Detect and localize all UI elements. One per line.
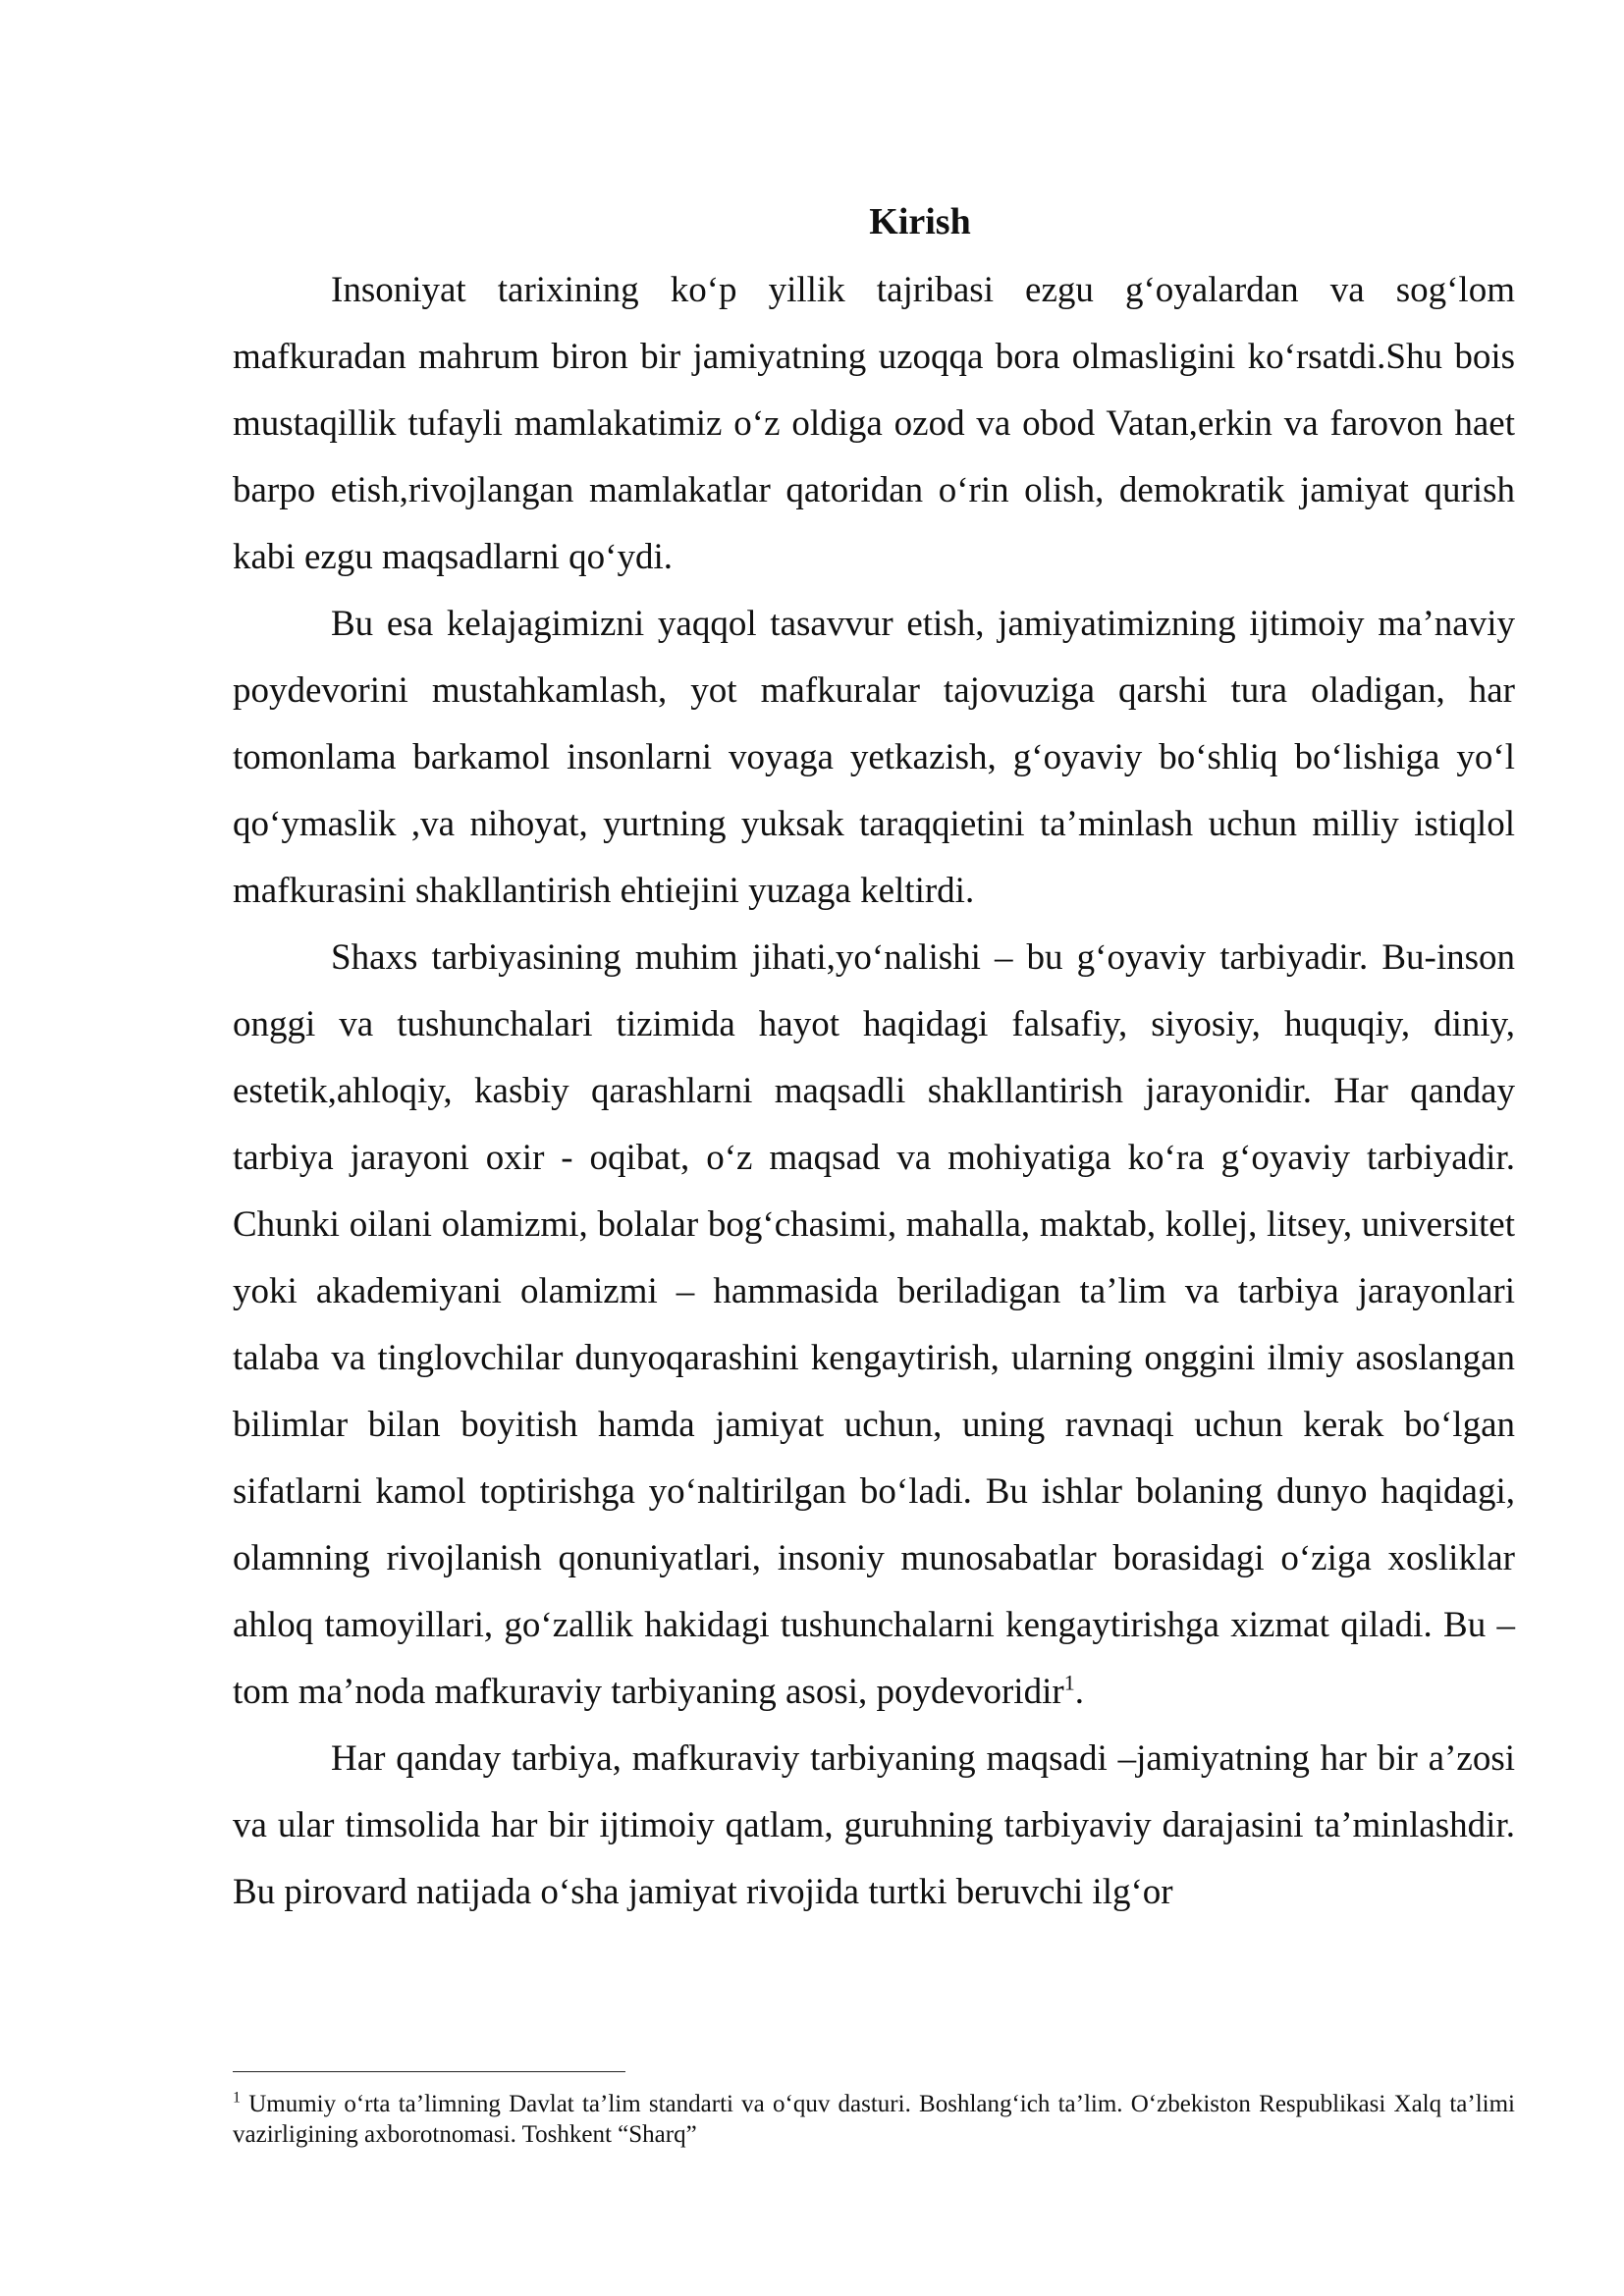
paragraph-3-end: . <box>1074 1672 1084 1712</box>
footnote-reference[interactable]: 1 <box>1063 1670 1075 1695</box>
document-body <box>233 257 1515 1926</box>
paragraph-2: Bu esa kelajagimizni yaqqol tasavvur etish, jamiyatimizning ijtimoiy ma’naviy poydevorini mustahkamlash, yot mafkuralar tajovuziga qarshi tura oladigan, har tomonlama barkamol insonlarni voyaga yetkazish, g‘oyaviy bo‘shliq bo‘lishiga yo‘l qo‘ymaslik ,va nihoyat, yurtning yuksak taraqqietini ta’minlash uchun milliy istiqlol mafkurasini shakllantirish ehtiejini yuzaga keltirdi. <box>233 604 1515 911</box>
paragraph-1: Insoniyat tarixining ko‘p yillik tajribasi ezgu g‘oyalardan va sog‘lom mafkuradan mahrum biron bir jamiyatning uzoqqa bora olmasligini ko‘rsatdi.Shu bois mustaqillik tufayli mamlakatimiz o‘z oldiga ozod va obod Vatan,erkin va farovon haet barpo etish,rivojlangan mamlakatlar qatoridan o‘rin olish, demokratik jamiyat qurish kabi ezgu maqsadlarni qo‘ydi. <box>233 270 1515 577</box>
paragraph-3 <box>233 925 1515 1726</box>
paragraph-4: Har qanday tarbiya, mafkuraviy tarbiyaning maqsadi –jamiyatning har bir a’zosi va ular timsolida har bir ijtimoiy qatlam, guruhning tarbiyaviy darajasini ta’minlashdir. Bu pirovard natijada o‘sha jamiyat rivojida turtki beruvchi ilg‘or <box>233 1738 1515 1912</box>
footnote-text: Umumiy o‘rta ta’limning Davlat ta’lim standarti va o‘quv dasturi. Boshlang‘ich ta’lim. O‘zbekiston Respublikasi Xalq ta’limi vazirligining axborotnomasi. Toshkent “Sharq” <box>233 2091 1515 2148</box>
footnote-number: 1 <box>233 2089 241 2107</box>
footnote <box>233 2089 1515 2150</box>
footnote-separator <box>233 2071 625 2072</box>
paragraph-3-text: Shaxs tarbiyasining muhim jihati,yo‘nalishi – bu g‘oyaviy tarbiyadir. Bu-inson onggi va tushunchalari tizimida hayot haqidagi falsafiy, siyosiy, huquqiy, diniy, estetik,ahloqiy, kasbiy qarashlarni maqsadli shakllantirish jarayonidir. Har qanday tarbiya jarayoni oxir - oqibat, o‘z maqsad va mohiyatiga ko‘ra g‘oyaviy tarbiyadir. Chunki oilani olamizmi, bolalar bog‘chasimi, mahalla, maktab, kollej, litsey, universitet yoki akademiyani olamizmi – hammasida beriladigan ta’lim va tarbiya jarayonlari talaba va tinglovchilar dunyoqarashini kengaytirish, ularning onggini ilmiy asoslangan bilimlar bilan boyitish hamda jamiyat uchun, uning ravnaqi uchun kerak bo‘lgan sifatlarni kamol toptirishga yo‘naltirilgan bo‘ladi. Bu ishlar bolaning dunyo haqidagi, olamning rivojlanish qonuniyatlari, insoniy munosabatlar borasidagi o‘ziga xosliklar ahloq tamoyillari, go‘zallik hakidagi tushunchalarni kengaytirishga xizmat qiladi. Bu – tom ma’noda mafkuraviy tarbiyaning asosi, poydevoridir <box>233 937 1515 1712</box>
document-title: Kirish <box>869 201 971 242</box>
